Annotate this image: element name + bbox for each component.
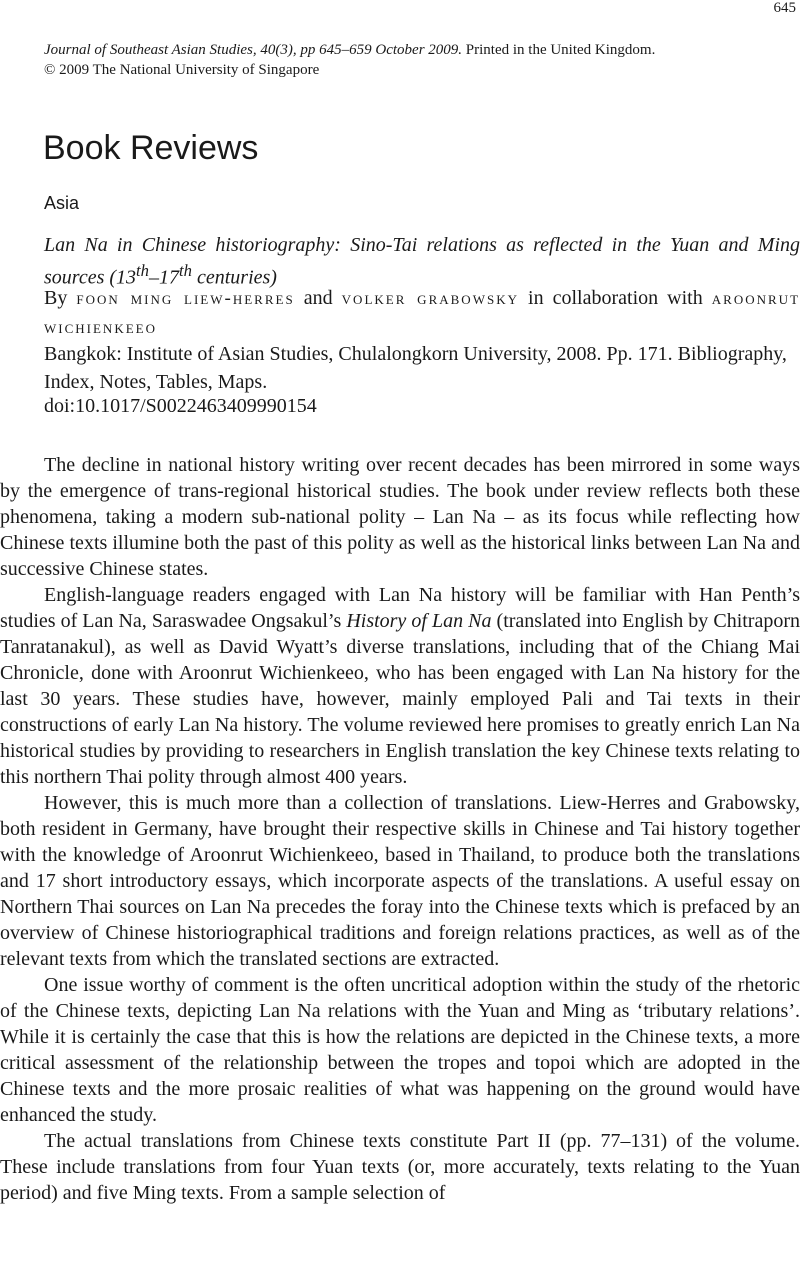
book-title [44,232,800,291]
book-title-part2: –17 [149,266,179,289]
publication-info: Bangkok: Institute of Asian Studies, Chulalongkorn University, 2008. Pp. 171. Bibliography, Index, Notes, Tables, Maps. [44,343,787,393]
paragraph-5: The actual translations from Chinese texts constitute Part II (pp. 77–131) of the volume. These include translations from four Yuan texts (or, more accurately, texts relating to the Yuan period) and five Ming texts. From a sample selection of [0,1130,800,1204]
author-2: volker grabowsky [341,288,519,309]
book-authors [44,284,800,342]
author-1: foon ming liew-herres [76,288,295,309]
page-number: 645 [773,0,796,16]
paragraph-2-part-b: (translated into English by Chitraporn Tanratanakul), as well as David Wyatt’s diverse translations, including that of the Chiang Mai Chronicle, done with Aroonrut Wichienkeeo, who has been engaged with Lan Na history for the last 30 years. These studies have, however, mainly employed Pali and Tai texts in their constructions of early Lan Na history. The volume reviewed here promises to greatly enrich Lan Na historical studies by providing to researchers in English translation the key Chinese texts relating to this northern Thai polity through almost 400 years. [0,610,800,788]
book-title-sup1: th [136,261,149,280]
paragraph-1: The decline in national history writing over recent decades has been mirrored in some ways by the emergence of trans-regional historical studies. The book under review reflects both these phenomena, taking a modern sub-national polity – Lan Na – as its focus while reflecting how Chinese texts illumine both the past of this polity as well as the historical links between Lan Na and successive Chinese states. [0,454,800,580]
paragraph-4: One issue worthy of comment is the often uncritical adoption within the study of the rhetoric of the Chinese texts, depicting Lan Na relations with the Yuan and Ming as ‘tributary relations’. While it is certainly the case that this is how the relations are depicted in the Chinese texts, a more critical assessment of the relationship between the tropes and topoi which are adopted in the Chinese texts and the more prosaic realities of what was happening on the ground would have enhanced the study. [0,974,800,1126]
book-title-sup2: th [179,261,192,280]
copyright: © 2009 The National University of Singapore [44,62,320,78]
by-label: By [44,287,68,309]
review-body [0,452,800,1206]
book-title-part3: centuries) [191,266,277,289]
book-citation-italic: History of Lan Na [346,610,492,632]
printed-note: Printed in the United Kingdom. [465,42,656,58]
paragraph-2-part-a: English-language readers engaged with Lan Na history will be familiar with Han Penth’s studies of Lan Na, Saraswadee Ongsakul’s [0,584,800,632]
journal-citation-line [44,40,655,61]
doi: doi:10.1017/S0022463409990154 [44,395,317,417]
journal-citation: Journal of Southeast Asian Studies, 40(3), pp 645–659 October 2009. [44,42,463,58]
paragraph-2 [0,582,800,790]
paragraph-3: However, this is much more than a collection of translations. Liew-Herres and Grabowsky, both resident in Germany, have brought their respective skills in Chinese and Tai history together with the knowledge of Aroonrut Wichienkeeo, based in Thailand, to produce both the translations and 17 short introductory essays, which incorporate aspects of the translations. A useful essay on Northern Thai sources on Lan Na precedes the foray into the Chinese texts which is prefaced by an overview of Chinese historiographical traditions and foreign relations practices, as well as of the relevant texts from which the translated sections are extracted. [0,792,800,970]
book-title-part1: Lan Na in Chinese historiography: Sino-Tai relations as reflected in the Yuan and Ming sources (13 [44,234,800,289]
collab-label: in collaboration with [528,287,703,309]
and-label: and [303,287,333,309]
author-3: aroonrut wichienkeeo [44,288,800,338]
region-heading: Asia [44,193,80,213]
section-title: Book Reviews [43,129,259,167]
